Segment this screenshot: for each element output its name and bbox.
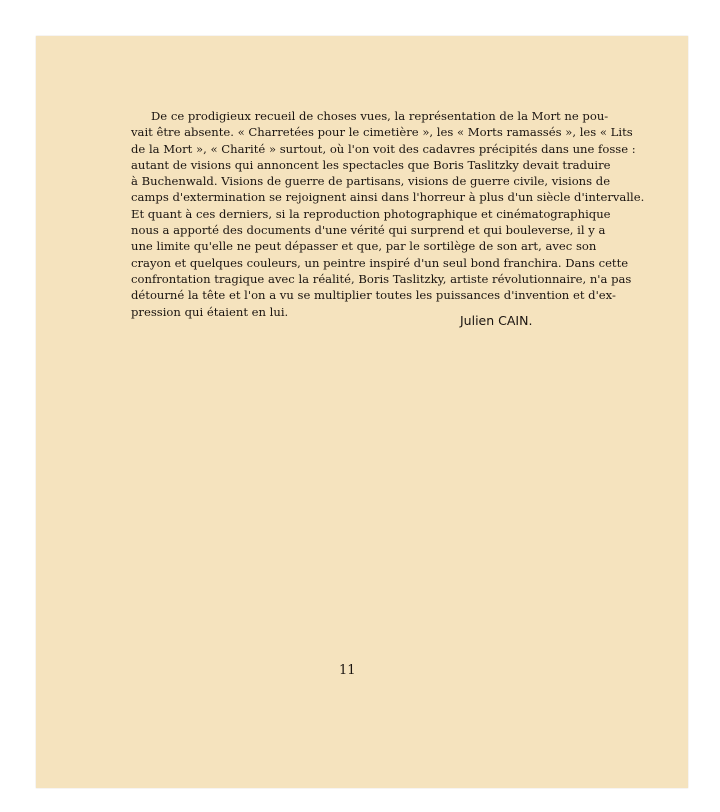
paragraph-line: confrontation tragique avec la réalité, Boris Taslitzky, artiste révolutionnaire, n'a pas [131, 271, 632, 286]
paragraph-line: une limite qu'elle ne peut dépasser et que, par le sortilège de son art, avec son [131, 239, 597, 254]
paragraph-line: camps d'extermination se rejoignent ainsi dans l'horreur à plus d'un siècle d'intervalle. [131, 190, 645, 205]
paragraph-line: de la Mort », « Charité » surtout, où l'on voit des cadavres précipités dans une fosse : [131, 141, 636, 156]
paragraph-line: détourné la tête et l'on a vu se multiplier toutes les puissances d'invention et d'ex- [131, 288, 616, 303]
paragraph-line: Et quant à ces derniers, si la reproduction photographique et cinématographique [131, 206, 611, 221]
paragraph-line: à Buchenwald. Visions de guerre de partisans, visions de guerre civile, visions de [131, 174, 611, 189]
paragraph-line: De ce prodigieux recueil de choses vues, la représentation de la Mort ne pou- [151, 109, 609, 123]
paragraph-line: nous a apporté des documents d'une vérité qui surprend et qui bouleverse, il y a [131, 223, 606, 238]
body-paragraph [131, 108, 645, 320]
author-signature: Julien CAIN. [460, 313, 533, 328]
paragraph-line: crayon et quelques couleurs, un peintre inspiré d'un seul bond franchira. Dans cette [131, 255, 629, 270]
paragraph-line: autant de visions qui annoncent les spectacles que Boris Taslitzky devait traduire [131, 157, 611, 172]
page-number: 11 [339, 663, 356, 678]
paragraph-line: vait être absente. « Charretées pour le cimetière », les « Morts ramassés », les « Lits [131, 125, 633, 140]
paragraph-line: pression qui étaient en lui. [131, 304, 289, 319]
